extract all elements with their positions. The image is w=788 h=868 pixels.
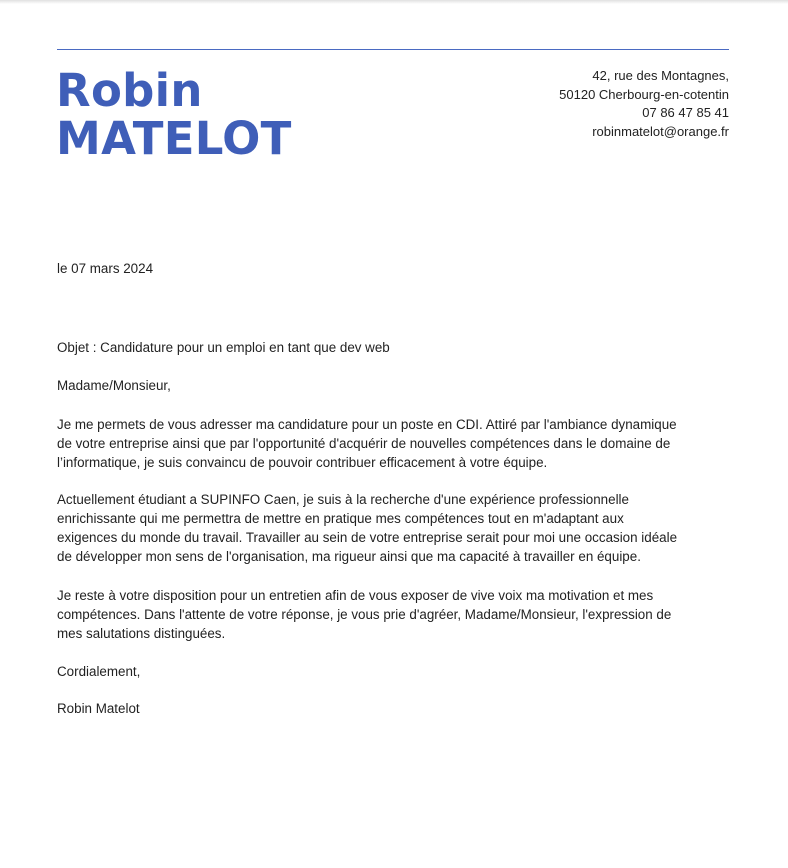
paragraph-line: mes salutations distinguées.	[57, 626, 226, 641]
paragraph-3	[57, 586, 737, 643]
paragraph-2	[57, 490, 737, 566]
paragraph-line: de développer mon sens de l'organisation, ma rigueur ainsi que ma capacité à travailler en équipe.	[57, 549, 641, 564]
email-address: robinmatelot@orange.fr	[592, 123, 729, 139]
sender-contact-block	[559, 67, 729, 141]
paragraph-line: l’informatique, je suis convaincu de pouvoir contribuer efficacement à votre équipe.	[57, 455, 548, 470]
header-divider	[57, 49, 729, 50]
address-line-1: 42, rue des Montagnes,	[592, 68, 729, 83]
letter-closing: Cordialement,	[57, 664, 141, 679]
paragraph-line: de votre entreprise ainsi que par l'opportunité d'acquérir de nouvelles compétences dans le domaine de	[57, 436, 671, 451]
sender-first-name: Robin	[56, 64, 203, 117]
address-line-2: 50120 Cherbourg-en-cotentin	[559, 86, 729, 102]
paragraph-line: compétences. Dans l'attente de votre réponse, je vous prie d'agréer, Madame/Monsieur, l'expression de	[57, 607, 672, 622]
paragraph-line: exigences du monde du travail. Travailler au sein de votre entreprise serait pour moi une occasion idéale	[57, 530, 678, 545]
paragraph-line: enrichissante qui me permettra de mettre en pratique mes compétences tout en m'adaptant aux	[57, 511, 624, 526]
paragraph-line: Je me permets de vous adresser ma candidature pour un poste en CDI. Attiré par l'ambiance dynamique	[57, 417, 677, 432]
paragraph-1	[57, 415, 737, 472]
letter-date: le 07 mars 2024	[57, 261, 154, 276]
letter-subject: Objet : Candidature pour un emploi en tant que dev web	[57, 340, 390, 355]
paragraph-line: Actuellement étudiant a SUPINFO Caen, je suis à la recherche d'une expérience professionnelle	[57, 492, 629, 507]
letter-signature: Robin Matelot	[57, 701, 140, 716]
sender-last-name: MATELOT	[56, 112, 292, 165]
paragraph-line: Je reste à votre disposition pour un entretien afin de vous exposer de vive voix ma motivation et mes	[57, 588, 654, 603]
sender-name	[56, 64, 292, 165]
letter-greeting: Madame/Monsieur,	[57, 378, 171, 393]
phone-number: 07 86 47 85 41	[642, 105, 729, 120]
